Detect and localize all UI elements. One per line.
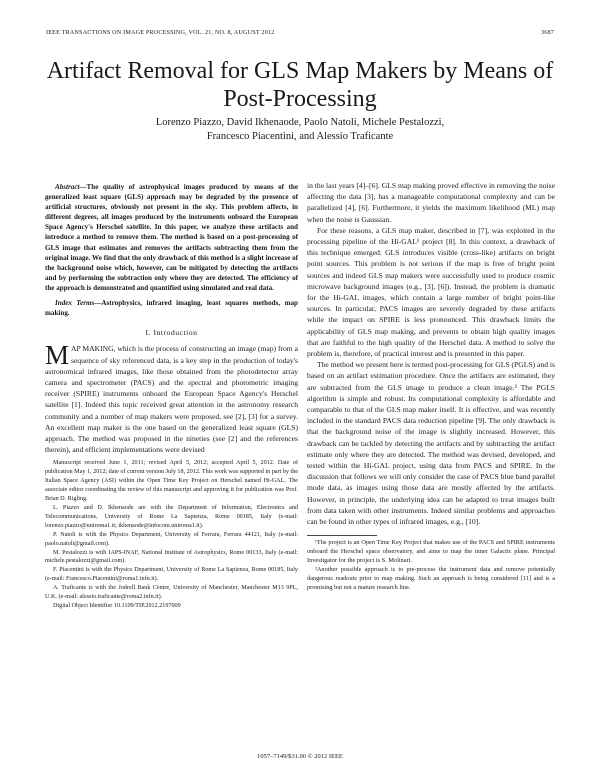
left-column <box>45 182 298 611</box>
abstract-text: The quality of astrophysical images produced by means of the generalized least square (GLS) approach may be degraded by the presence of artificial structures, obviously not present in the sky. This problem affects, in different degrees, all images produced by the instruments onboard the European Space Agency's Herschel satellite. In this paper, we analyze these artifacts and introduce a method to remove them. The method is based on a post-processing of GLS image that estimates and removes the artifacts subtracting them from the original image. We find that the only drawback of this method is a slight increase of the background noise which, however, can be mitigated by detecting the artifacts and by performing the subtraction only where they are detected. The efficiency of the approach is demonstrated and quantified using simulated and real data. <box>45 183 298 292</box>
copyright-footer: 1057–7149/$31.00 © 2012 IEEE <box>257 753 343 760</box>
right-column <box>307 180 555 593</box>
footnote-doi: Digital Object Identifier 10.1109/TIP.2012.2197009 <box>53 602 181 609</box>
footnote-affiliation: M. Pestalozzi is with IAPS-INAF, National Institute of Astrophysics, Rome 00133, Italy (e-mail: michele.pestalozzi@gmail.com). <box>45 549 298 565</box>
index-terms <box>45 298 298 318</box>
intro-paragraph <box>45 340 298 455</box>
abstract <box>45 182 298 293</box>
footnote-divider <box>307 535 377 536</box>
abstract-label: Abstract— <box>55 183 87 191</box>
body-paragraph: in the last years [4]–[6]. GLS map making proved effective in removing the noise affecting the data [3], has a manageable computational complexity and can be parallelized [4], [6]. Furthermore, it yields the maximum likelihood (ML) map when the noise is Gaussian. <box>307 181 555 224</box>
body-paragraph: For these reasons, a GLS map maker, described in [7], was exploited in the processing pipeline of the Hi-GAL¹ project [8]. In this context, a drawback of this technique emerged: GLS introduces visible (cross-like) artifacts on bright point sources. This problem is not serious if the map is free of bright point sources and indeed GLS map makers were successfully used to produce cosmic microwave background images (e.g., [3], [6]). Instead, the problem is dramatic for the Hi-GAL images, which contain a large number of bright point-like sources. In particular, PACS images are severely degraded by these artifacts while the impact on SPIRE is less pronounced. This drawback limits the applicability of GLS map making, and prevents to obtain high quality images that are faithful to the high quality of the Herschel data. A method to solve the problem is, therefore, of practical interest and is presented in this paper. <box>307 225 555 359</box>
footnote-affiliation: A. Traficante is with the Jodrell Bank Centre, University of Manchester, Manchester M13 9PL, U.K. (e-mail: alessio.traficante@roma2.infn.it). <box>45 585 298 601</box>
page-number: 3687 <box>541 29 554 36</box>
footnote-manuscript: Manuscript received June 1, 2011; revised April 5, 2012; accepted April 5, 2012. Date of publication May 1, 2012; date of current version July 18, 2012. This work was supported in part by the Italian Space Agency (ASI) within the Open Time Key Project on Herschel named Hi-GAL. The associate editor coordinating the review of this manuscript and approving it for publication was Prof. Brian D. Rigling. <box>45 460 298 503</box>
section-heading: I. Introduction <box>145 328 198 338</box>
running-header <box>46 29 554 39</box>
paper-title: Artifact Removal for GLS Map Makers by Means of Post-Processing <box>46 58 554 112</box>
drop-cap: M <box>45 340 70 371</box>
footnote-affiliation: P. Natoli is with the Physics Department, University of Ferrara, Ferrara 44121, Italy (e-mail: paolo.natoli@gmail.com). <box>45 531 298 547</box>
index-terms-text: Astrophysics, infrared imaging, least squares methods, map making. <box>45 299 299 318</box>
author-list <box>60 116 540 144</box>
page-footnotes <box>307 539 555 592</box>
body-paragraph: The method we present here is termed post-processing for GLS (PGLS) and is based on an artifact estimation procedure. Once the artifacts are estimated, they are subtracted from the GLS image to produce a clean image.² The PGLS algorithm is simple and robust. Its computational complexity is affordable and comparable to that of the GLS map maker itself. It is effective, and was recently included in the standard PACS data reduction pipeline [9]. The only drawback is that the background noise of the image is slightly increased. However, this drawback can be tackled by detecting the artifacts and by subtracting the artifact estimate only where they are detected. The method was devised, developed, and tested within the Hi-GAL project, using data from PACS and SPIRE. In the discussion that follows we will only consider the case of PACS blue band parallel mode data, as images using those data are mostly affected by the artifacts. However, in principle, the underlying idea can be adapted to treat images built from data taken with other instruments. Indeed similar problems and approaches can be found in other types of infrared images, e.g., [10]. <box>307 360 555 527</box>
footnote-affiliation: F. Piacentini is with the Physics Department, University of Rome La Sapienza, Rome 00185, Italy (e-mail: Francesco.Piacentini@roma1.infn.it). <box>45 567 298 583</box>
intro-text: which is the process of constructing an image (map) from a sequence of sky referenced data, is a key step in the production of today's astronomical infrared images, like those obtained from the photodetector array camera and spectrometer (PACS) and the spectral and photometric imaging receiver (SPIRE) instruments onboard the European Space Agency's Herschel satellite [1]. Indeed this topic received great attention in the astronomy research community and a number of map makers were proposed, see [2], [3] for a survey. An excellent map maker is the one based on the generalized least square (GLS) approach. The method was proposed in the nineties (see [2] and the references therein), and efficient implementations were devised <box>45 344 298 455</box>
footnote-affiliation: L. Piazzo and D. Ikhenaode are with the Department of Information, Electronics and Telecommunications, University of Rome La Sapienza, Rome 00185, Italy (e-mail: lorenzo.piazzo@uniroma1.it; ikhenaode@infocom.uniroma1.it). <box>45 504 298 529</box>
author-line-2: Francesco Piacentini, and Alessio Traficante <box>206 131 394 142</box>
index-terms-label: Index Terms— <box>55 299 102 308</box>
journal-name: IEEE TRANSACTIONS ON IMAGE PROCESSING, VOL. 21, NO. 8, AUGUST 2012 <box>46 29 275 36</box>
footnote-1: ¹The project is an Open Time Key Project that makes use of the PACS and SPIRE instruments onboard the Herschel space observatory, and aims to map the inner Galactic plane. Principal Investigator for the project is S. Molinari. <box>307 539 555 565</box>
manuscript-footnotes <box>45 459 298 610</box>
intro-first-word: AP MAKING, <box>71 344 116 354</box>
author-line-1: Lorenzo Piazzo, David Ikhenaode, Paolo Natoli, Michele Pestalozzi, <box>155 117 445 128</box>
footnote-2: ²Another possible approach is to pre-process the instrument data and remove potentially dangerous readouts prior to map making. Such an approach is being considered [11] and is a promising but not a mature research line. <box>307 566 555 591</box>
